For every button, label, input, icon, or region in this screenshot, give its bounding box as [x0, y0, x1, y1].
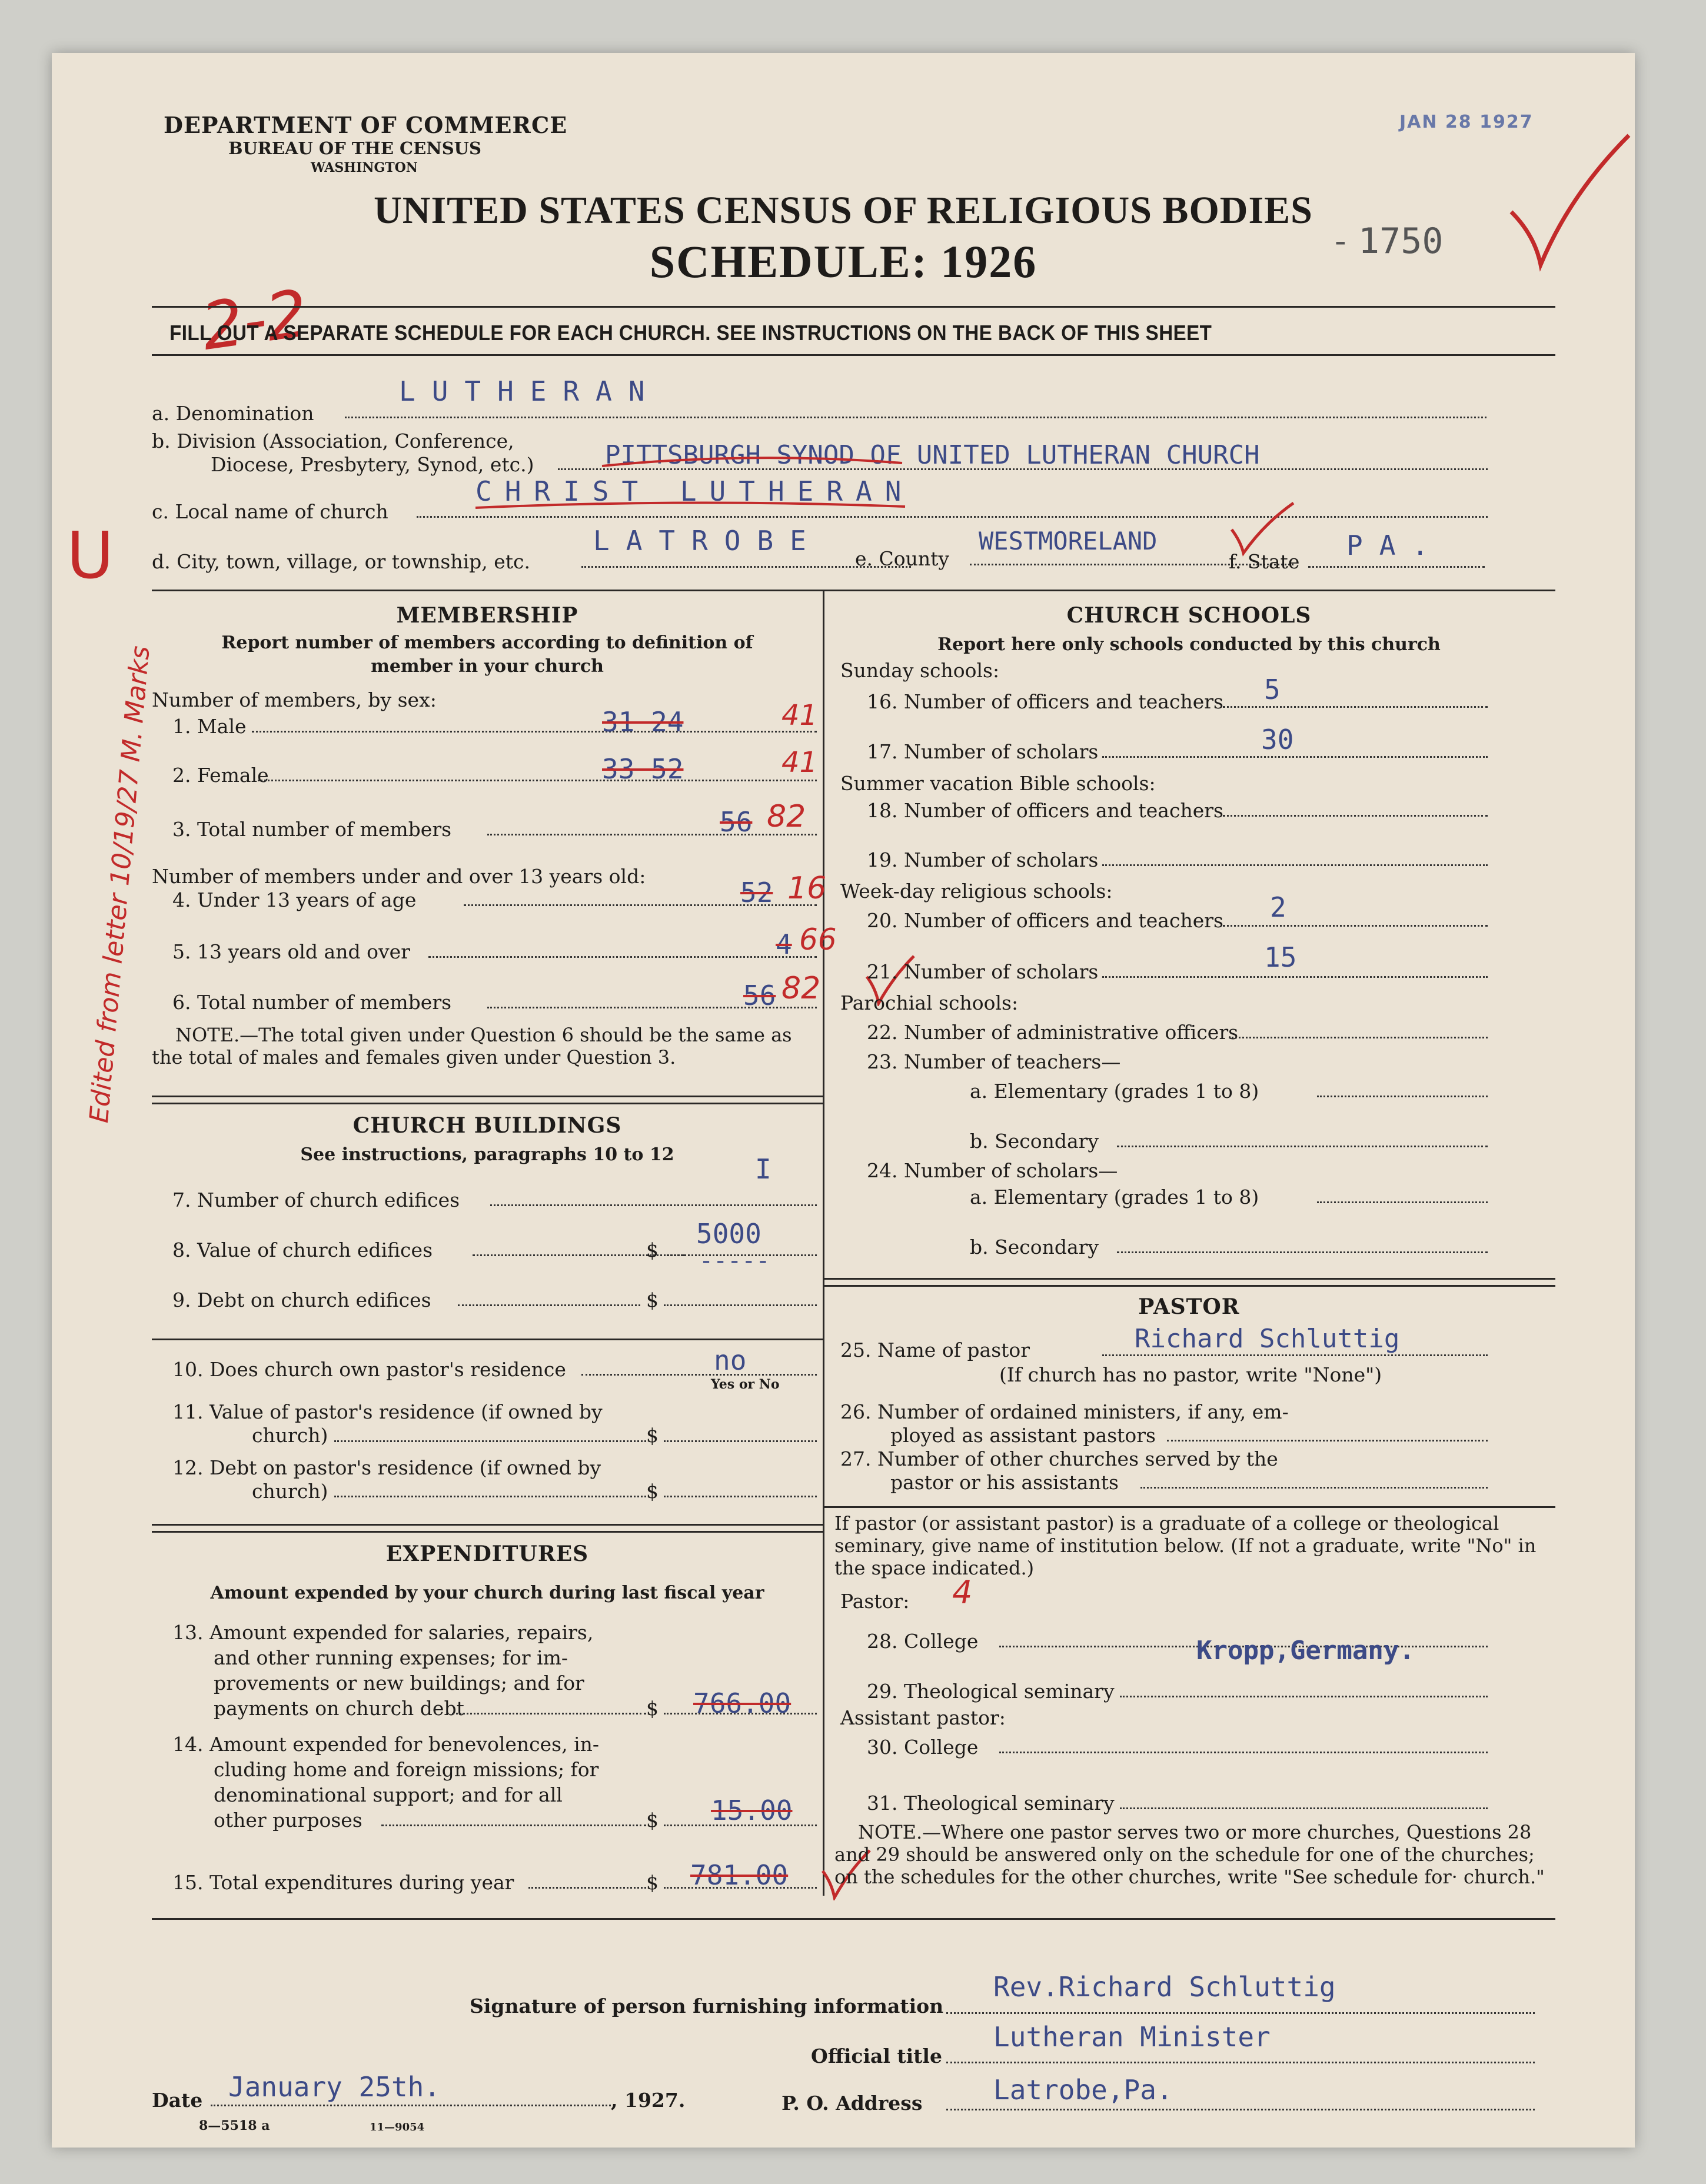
- denomination-value: LUTHERAN: [399, 375, 661, 407]
- q21-label: 21. Number of scholars: [867, 960, 1099, 983]
- q5-label: 5. 13 years old and over: [172, 940, 410, 963]
- pastor-sublabel: Pastor:: [840, 1590, 910, 1613]
- divider: [152, 306, 1555, 308]
- q4-typed: 52: [740, 877, 773, 908]
- signature-value: Rev.Richard Schluttig: [993, 1971, 1336, 2003]
- q14-label-4: other purposes: [214, 1809, 363, 1832]
- q15-value: 781.00: [690, 1859, 789, 1891]
- q11-label-2: church): [252, 1424, 328, 1447]
- by-age-label: Number of members under and over 13 years old:: [152, 865, 646, 888]
- q9-value: -----: [699, 1247, 770, 1274]
- pastor-red-mark: 4: [952, 1574, 973, 1611]
- received-date-stamp: JAN 28 1927: [1399, 112, 1534, 132]
- q12-label: 12. Debt on pastor's residence (if owned by: [172, 1456, 601, 1479]
- dotted-line: [345, 417, 1486, 418]
- dotted-line: [252, 731, 817, 733]
- red-annotation-top: 2-2: [197, 275, 312, 365]
- sunday-schools-label: Sunday schools:: [840, 659, 1000, 682]
- dollar-sign: $: [646, 1424, 659, 1447]
- q30-label: 30. College: [867, 1736, 979, 1759]
- q24a-label: a. Elementary (grades 1 to 8): [970, 1186, 1259, 1208]
- dotted-line: [664, 1304, 817, 1306]
- red-underline: [599, 448, 905, 472]
- dotted-line: [946, 2012, 1535, 2014]
- divider: [152, 1918, 1555, 1920]
- census-schedule-form: [52, 53, 1635, 2148]
- q20-value: 2: [1270, 891, 1286, 923]
- dotted-line: [211, 2105, 611, 2106]
- dotted-line: [334, 1496, 646, 1497]
- q27-label: 27. Number of other churches served by the: [840, 1447, 1278, 1470]
- state-label: f. State: [1229, 550, 1300, 573]
- dotted-line: [1308, 566, 1485, 568]
- dotted-line: [1223, 706, 1488, 708]
- dollar-sign: $: [646, 1239, 659, 1261]
- local-name-label: c. Local name of church: [152, 500, 388, 523]
- q25-label: 25. Name of pastor: [840, 1339, 1030, 1361]
- membership-subtitle: Report number of members according to definition of: [221, 632, 753, 653]
- q10-value: no: [714, 1344, 747, 1376]
- weekday-schools-label: Week-day religious schools:: [840, 880, 1113, 903]
- denomination-label: a. Denomination: [152, 402, 314, 425]
- divider: [152, 354, 1555, 356]
- dotted-line: [452, 1713, 646, 1714]
- assistant-pastor-label: Assistant pastor:: [840, 1706, 1006, 1729]
- q6-correction: 82: [781, 971, 821, 1006]
- dollar-sign: $: [646, 1289, 659, 1311]
- red-side-note: Edited from letter 10/19/27 M. Marks: [84, 644, 156, 1124]
- q7-value: I: [755, 1153, 771, 1185]
- q6-label: 6. Total number of members: [172, 991, 452, 1014]
- division-label-2: Diocese, Presbytery, Synod, etc.): [211, 453, 534, 476]
- q10-hint: Yes or No: [711, 1377, 780, 1392]
- pastor-name-value: Richard Schluttig: [1135, 1324, 1400, 1354]
- vacation-schools-label: Summer vacation Bible schools:: [840, 772, 1156, 795]
- dotted-line: [381, 1825, 646, 1826]
- dollar-sign: $: [646, 1480, 659, 1503]
- q21-value: 15: [1264, 941, 1297, 973]
- dotted-line: [1140, 1487, 1488, 1489]
- form-title: UNITED STATES CENSUS OF RELIGIOUS BODIES: [374, 189, 1313, 232]
- expenditures-heading: EXPENDITURES: [385, 1542, 589, 1566]
- q4-correction: 16: [787, 871, 827, 906]
- dotted-line: [428, 956, 817, 958]
- dotted-line: [334, 1440, 646, 1442]
- bureau-heading: BUREAU OF THE CENSUS: [228, 138, 481, 158]
- dotted-line: [1117, 1146, 1488, 1147]
- schools-subtitle: Report here only schools conducted by this church: [937, 634, 1441, 655]
- dotted-line: [1102, 1354, 1488, 1356]
- q31-label: 31. Theological seminary: [867, 1792, 1115, 1815]
- q16-label: 16. Number of officers and teachers: [867, 690, 1223, 713]
- q17-value: 30: [1261, 724, 1294, 755]
- q1-typed: 31 24: [602, 706, 684, 738]
- q14-value: 15.00: [711, 1795, 793, 1826]
- dotted-line: [946, 2062, 1535, 2063]
- official-title-value: Lutheran Minister: [993, 2021, 1271, 2053]
- q13-label-2: and other running expenses; for im-: [214, 1646, 568, 1669]
- dollar-sign: $: [646, 1697, 659, 1720]
- date-label: Date: [152, 2089, 203, 2112]
- dotted-line: [1229, 1037, 1488, 1038]
- date-value: January 25th.: [228, 2071, 441, 2103]
- column-divider: [823, 590, 824, 1896]
- divider: [152, 1096, 823, 1097]
- q25-hint: (If church has no pastor, write "None"): [999, 1363, 1382, 1386]
- q22-label: 22. Number of administrative officers: [867, 1021, 1239, 1044]
- pastor-heading: PASTOR: [1138, 1294, 1240, 1319]
- dotted-line: [1317, 1096, 1488, 1097]
- q14-label-3: denominational support; and for all: [214, 1783, 563, 1806]
- po-address-value: Latrobe,Pa.: [993, 2074, 1173, 2106]
- q6-typed: 56: [743, 980, 776, 1011]
- dotted-line: [1120, 1807, 1488, 1809]
- q8-value: 5000: [696, 1218, 761, 1250]
- q2-correction: 41: [781, 746, 818, 779]
- dotted-line: [490, 1204, 817, 1206]
- dotted-line: [664, 1440, 817, 1442]
- dotted-line: [664, 1496, 817, 1497]
- schedule-dash: -: [1335, 221, 1346, 261]
- q23a-label: a. Elementary (grades 1 to 8): [970, 1080, 1259, 1103]
- official-title-label: Official title: [811, 2045, 942, 2068]
- schedule-number: 1750: [1358, 221, 1444, 262]
- graduate-instruction: If pastor (or assistant pastor) is a graduate of a college or theological seminary, give name of institution below. (If not a graduate, write "No" in the space indicated.): [834, 1512, 1537, 1579]
- q18-label: 18. Number of officers and teachers: [867, 799, 1223, 822]
- city-heading: WASHINGTON: [311, 160, 418, 175]
- q20-label: 20. Number of officers and teachers: [867, 909, 1223, 932]
- q29-label: 29. Theological seminary: [867, 1680, 1115, 1703]
- divider: [152, 590, 1555, 591]
- po-address-label: P. O. Address: [781, 2092, 923, 2115]
- city-value: LATROBE: [593, 525, 823, 557]
- divider: [152, 1339, 823, 1340]
- local-name-value: CHRIST LUTHERAN: [475, 475, 914, 507]
- by-sex-label: Number of members, by sex:: [152, 688, 437, 711]
- q23-label: 23. Number of teachers—: [867, 1050, 1121, 1073]
- division-label: b. Division (Association, Conference,: [152, 430, 514, 452]
- dotted-line: [528, 1887, 646, 1889]
- pastor-note: NOTE.—Where one pastor serves two or more churches, Questions 28 and 29 should be answered only on the schedule for one of the churches; on the schedules for the other churches, write "See schedule for· church.": [834, 1821, 1545, 1888]
- red-side-mark: U: [66, 518, 114, 593]
- division-value: PITTSBURGH SYNOD OF UNITED LUTHERAN CHURCH: [605, 440, 1260, 470]
- date-year: , 1927.: [611, 2089, 686, 2112]
- q9-label: 9. Debt on church edifices: [172, 1289, 431, 1311]
- membership-subtitle-2: member in your church: [371, 656, 604, 677]
- dollar-sign: $: [646, 1871, 659, 1894]
- q13-label-3: provements or new buildings; and for: [214, 1672, 584, 1694]
- divider: [152, 1103, 823, 1104]
- county-value: WESTMORELAND: [979, 527, 1158, 555]
- seminary-value: Kropp,Germany.: [1196, 1636, 1415, 1666]
- q7-label: 7. Number of church edifices: [172, 1188, 460, 1211]
- q16-value: 5: [1264, 674, 1281, 705]
- city-label: d. City, town, village, or township, etc.: [152, 550, 531, 573]
- q13-label: 13. Amount expended for salaries, repairs,: [172, 1621, 594, 1644]
- dollar-sign: $: [646, 1809, 659, 1832]
- dotted-line: [946, 2109, 1535, 2110]
- county-label: e. County: [855, 547, 950, 570]
- divider: [823, 1506, 1555, 1508]
- dotted-line: [1223, 925, 1488, 927]
- q5-typed: 4: [776, 928, 792, 960]
- dotted-line: [417, 516, 1488, 518]
- dotted-line: [258, 780, 817, 781]
- membership-note: NOTE.—The total given under Question 6 should be the same as the total of males and females given under Question 3.: [152, 1024, 792, 1068]
- q17-label: 17. Number of scholars: [867, 740, 1099, 763]
- q13-label-4: payments on church debt: [214, 1697, 464, 1720]
- fill-out-instruction: FILL OUT A SEPARATE SCHEDULE FOR EACH CHURCH. SEE INSTRUCTIONS ON THE BACK OF THIS SHEET: [169, 321, 1212, 345]
- q26-label-2: ployed as assistant pastors: [890, 1424, 1156, 1447]
- dotted-line: [1117, 1251, 1488, 1253]
- q2-typed: 33 52: [602, 753, 684, 785]
- dotted-line: [1223, 815, 1488, 817]
- q13-value: 766.00: [693, 1687, 792, 1719]
- q24b-label: b. Secondary: [970, 1236, 1099, 1259]
- divider: [152, 1524, 823, 1526]
- state-value: PA.: [1346, 530, 1445, 561]
- q27-label-2: pastor or his assistants: [890, 1471, 1119, 1494]
- checkmark-icon: [1499, 124, 1635, 277]
- dotted-line: [1102, 976, 1488, 978]
- q23b-label: b. Secondary: [970, 1130, 1099, 1153]
- q3-typed: 56: [720, 806, 753, 838]
- checkmark-icon: [1229, 500, 1299, 559]
- divider: [152, 1531, 823, 1533]
- print-number: 11—9054: [370, 2121, 425, 2133]
- q10-label: 10. Does church own pastor's residence: [172, 1358, 566, 1381]
- schools-heading: CHURCH SCHOOLS: [1066, 603, 1312, 628]
- q26-label: 26. Number of ordained ministers, if any, em-: [840, 1400, 1289, 1423]
- q4-label: 4. Under 13 years of age: [172, 888, 417, 911]
- dotted-line: [999, 1752, 1488, 1753]
- dotted-line: [1120, 1696, 1488, 1697]
- q3-label: 3. Total number of members: [172, 818, 452, 841]
- q12-label-2: church): [252, 1480, 328, 1503]
- q1-correction: 41: [781, 699, 818, 732]
- signature-label: Signature of person furnishing information: [470, 1995, 944, 2017]
- q15-label: 15. Total expenditures during year: [172, 1871, 514, 1894]
- buildings-subtitle: See instructions, paragraphs 10 to 12: [300, 1144, 674, 1165]
- schedule-title: SCHEDULE: 1926: [649, 236, 1037, 287]
- membership-heading: MEMBERSHIP: [396, 603, 578, 628]
- department-heading: DEPARTMENT OF COMMERCE: [164, 112, 568, 138]
- divider: [823, 1285, 1555, 1287]
- dotted-line: [581, 1374, 817, 1376]
- q3-correction: 82: [767, 799, 806, 834]
- q24-label: 24. Number of scholars—: [867, 1159, 1118, 1182]
- q1-label: 1. Male: [172, 715, 247, 738]
- parochial-schools-label: Parochial schools:: [840, 991, 1019, 1014]
- dotted-line: [458, 1304, 640, 1306]
- q14-label-2: cluding home and foreign missions; for: [214, 1758, 599, 1781]
- red-underline: [473, 497, 908, 515]
- dotted-line: [1102, 864, 1488, 866]
- q8-label: 8. Value of church edifices: [172, 1239, 433, 1261]
- expenditures-subtitle: Amount expended by your church during last fiscal year: [210, 1583, 764, 1603]
- q11-label: 11. Value of pastor's residence (if owned by: [172, 1400, 603, 1423]
- q5-correction: 66: [799, 923, 837, 957]
- q19-label: 19. Number of scholars: [867, 848, 1099, 871]
- divider: [823, 1278, 1555, 1280]
- dotted-line: [1167, 1440, 1488, 1441]
- q28-label: 28. College: [867, 1630, 979, 1653]
- buildings-heading: CHURCH BUILDINGS: [352, 1113, 622, 1138]
- dotted-line: [1317, 1201, 1488, 1203]
- form-number: 8—5518 a: [199, 2118, 270, 2133]
- q14-label: 14. Amount expended for benevolences, in-: [172, 1733, 600, 1756]
- q2-label: 2. Female: [172, 764, 269, 787]
- dotted-line: [1102, 756, 1488, 758]
